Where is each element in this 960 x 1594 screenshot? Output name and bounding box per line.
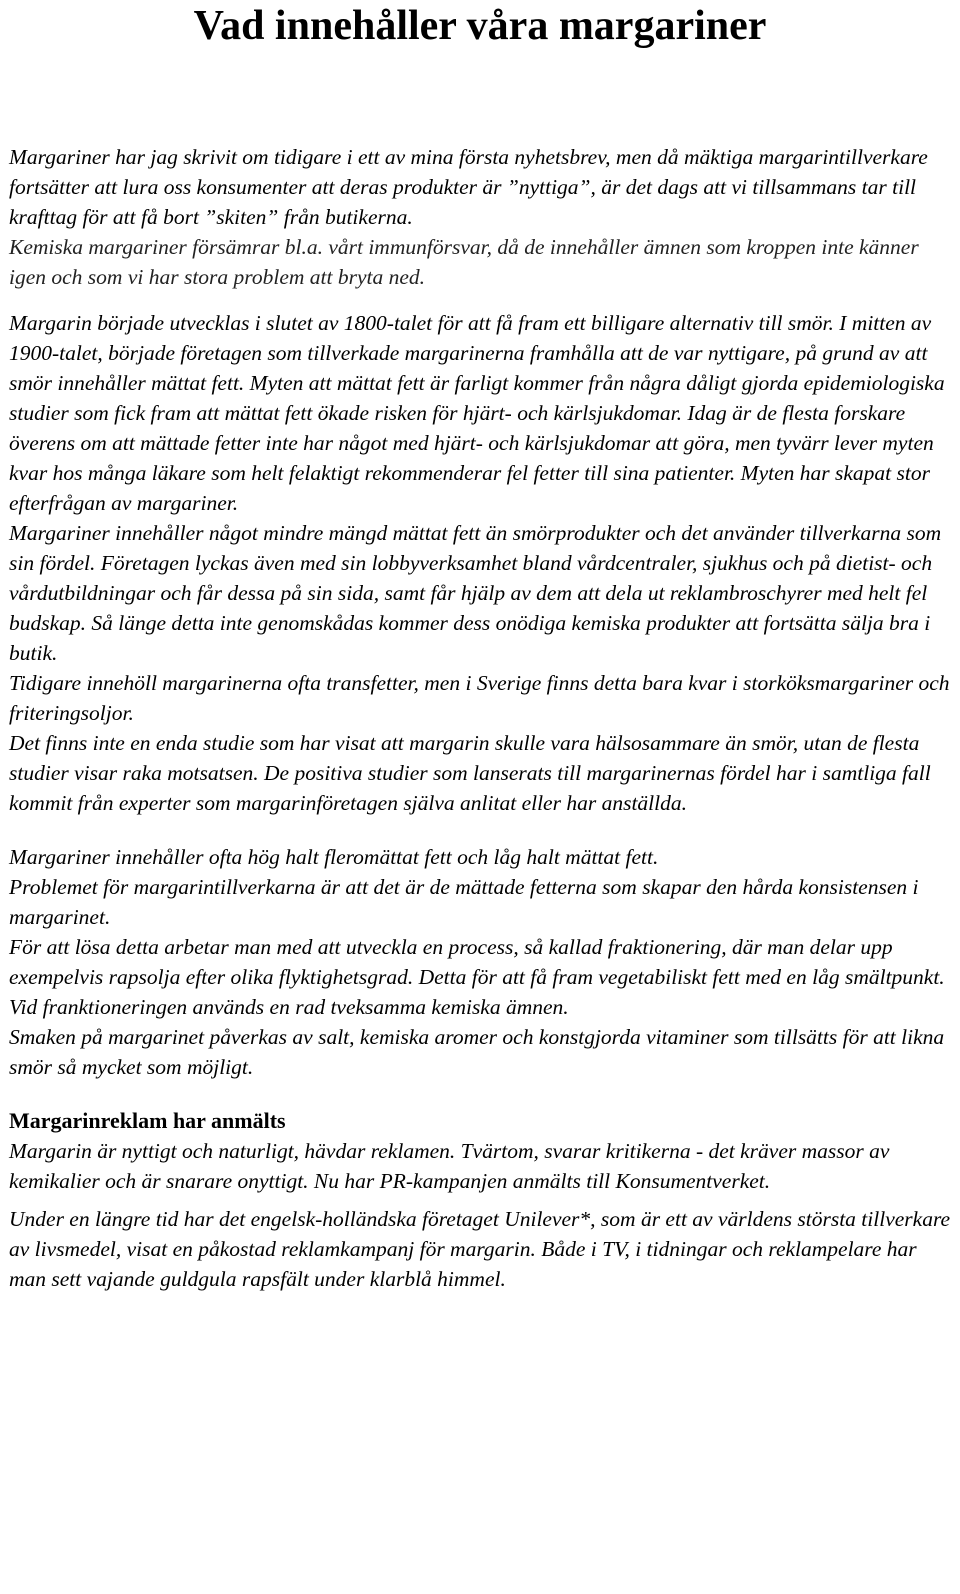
paragraph-taste: Smaken på margarinet påverkas av salt, kemiska aromer och konstgjorda vitaminer som tillsätts för att likna smör så mycket som möjligt. — [9, 1025, 945, 1079]
paragraph-lobby: Margariner innehåller något mindre mängd mättat fett än smörprodukter och det använder tillverkarna som sin fördel. Företagen lyckas även med sin lobbyverksamhet bland vårdcentraler, sjukhus och på dietist- och vårdutbildningar och får dessa på sin sida, samt får hjälp av dem att dela ut reklambroschyrer med helt fel budskap. Så länge detta inte genomskådas kommer dess onödiga kemiska produkter att fortsätta sälja bra i butik. — [9, 521, 942, 665]
section-heading: Margarinreklam har anmälts — [9, 1108, 286, 1133]
paragraph-immune: Kemiska margariner försämrar bl.a. vårt immunförsvar, då de innehåller ämnen som kroppen inte känner igen och som vi har stora problem att bryta ned. — [9, 235, 919, 289]
paragraph-fractionation: För att lösa detta arbetar man med att utveckla en process, så kallad fraktionering, där man delar upp exempelvis rapsolja efter olika flyktighetsgrad. Detta för att få fram vegetabiliskt fett med en låg smältpunkt. Vid franktioneringen används en rad tveksamma kemiska ämnen. — [9, 935, 945, 1019]
paragraph-transfat: Tidigare innehöll margarinerna ofta transfetter, men i Sverige finns detta bara kvar i storköksmargariner och friteringsoljor. — [9, 671, 950, 725]
document-page — [9, 0, 951, 1294]
paragraph-fat-content: Margariner innehåller ofta hög halt fleromättat fett och låg halt mättat fett. — [9, 845, 659, 869]
page-title: Vad innehåller våra margariner — [193, 3, 767, 49]
paragraph-intro: Margariner har jag skrivit om tidigare i ett av mina första nyhetsbrev, men då mäktiga margarintillverkare fortsätter att lura oss konsumenter att deras produkter är ”nyttiga”, är det dags att vi tillsammans tar till krafttag för att få bort ”skiten” från butikerna. — [9, 145, 928, 229]
paragraph-unilever: Under en längre tid har det engelsk-holländska företaget Unilever*, som är ett av världens största tillverkare av livsmedel, visat en påkostad reklamkampanj för margarin. Både i TV, i tidningar och reklampelare har man sett vajande guldgula rapsfält under klarblå himmel. — [9, 1207, 951, 1291]
paragraph-advertising: Margarin är nyttigt och naturligt, hävdar reklamen. Tvärtom, svarar kritikerna - det kräver massor av kemikalier och är snarare onyttigt. Nu har PR-kampanjen anmälts till Konsumentverket. — [9, 1139, 890, 1193]
paragraph-studies: Det finns inte en enda studie som har visat att margarin skulle vara hälsosammare än smör, utan de flesta studier visar raka motsatsen. De positiva studier som lanserats till margarinernas fördel har i samtliga fall kommit från experter som margarinföretagen själva anlitat eller har anställda. — [9, 731, 931, 815]
paragraph-history: Margarin började utvecklas i slutet av 1800-talet för att få fram ett billigare alternativ till smör. I mitten av 1900-talet, började företagen som tillverkade margarinerna framhålla att de var nyttigare, på grund av att smör innehåller mättat fett. Myten att mättat fett är farligt kommer från några dåligt gjorda epidemiologiska studier som fick fram att mättat fett ökade risken för hjärt- och kärlsjukdomar. Idag är de flesta forskare överens om att mättade fetter inte har något med hjärt- och kärlsjukdomar att göra, men tyvärr lever myten kvar hos många läkare som helt felaktigt rekommenderar fel fetter till sina patienter. Myten har skapat stor efterfrågan av margariner. — [9, 311, 945, 515]
paragraph-problem: Problemet för margarintillverkarna är att det är de mättade fetterna som skapar den hårda konsistensen i margarinet. — [9, 875, 919, 929]
